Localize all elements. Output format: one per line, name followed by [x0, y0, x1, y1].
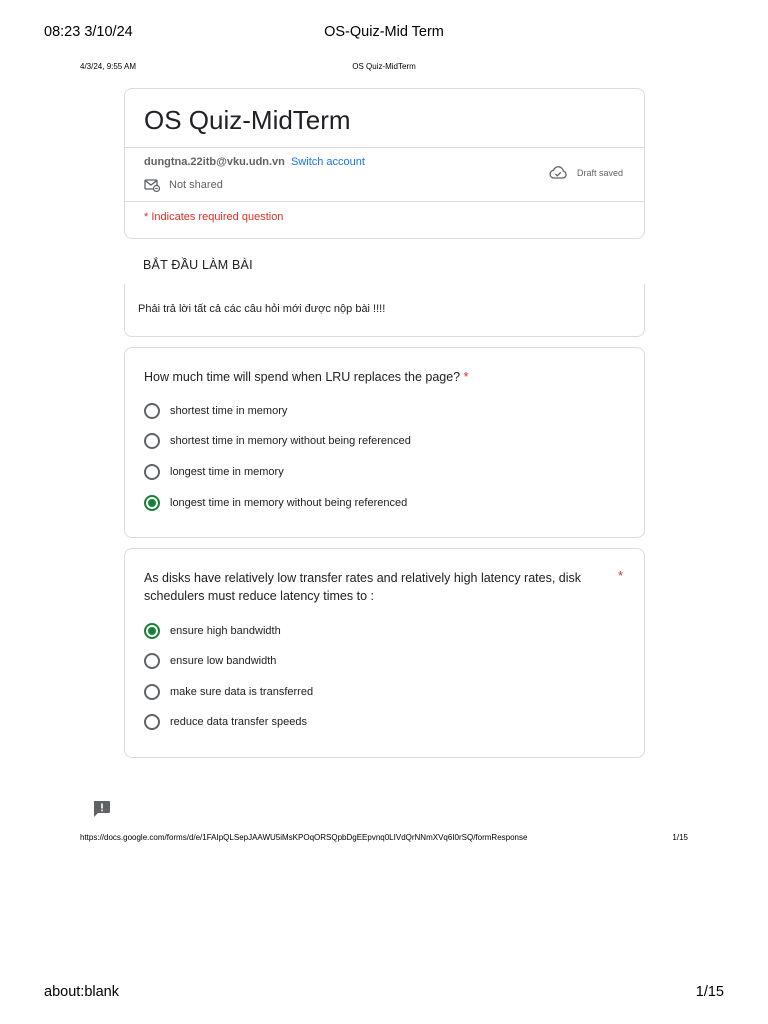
- sharing-status: [144, 178, 223, 192]
- divider: [125, 201, 644, 202]
- radio-option[interactable]: [144, 495, 407, 511]
- page-title: OS Quiz-MidTerm: [352, 62, 416, 71]
- form-title-card: [124, 88, 645, 239]
- radio-button[interactable]: [144, 714, 160, 730]
- radio-option[interactable]: [144, 714, 307, 730]
- option-label: ensure low bandwidth: [170, 655, 277, 667]
- switch-account-link[interactable]: Switch account: [290, 156, 365, 168]
- radio-button[interactable]: [144, 433, 160, 449]
- question-text: How much time will spend when LRU replaces the page?: [144, 370, 461, 384]
- question-text: As disks have relatively low transfer rates and relatively high latency rates, disk schedulers must reduce latency times to :: [144, 571, 581, 603]
- cloud-check-icon: [548, 166, 568, 180]
- question-card: [124, 347, 645, 538]
- radio-button[interactable]: [144, 653, 160, 669]
- mail-lock-icon: [144, 178, 160, 192]
- option-label: longest time in memory without being referenced: [170, 497, 408, 509]
- option-label: shortest time in memory without being referenced: [170, 435, 411, 447]
- radio-option[interactable]: [144, 464, 284, 480]
- radio-option[interactable]: [144, 684, 313, 700]
- account-line: [144, 156, 365, 168]
- option-label: shortest time in memory: [170, 405, 288, 417]
- required-note: * Indicates required question: [144, 211, 284, 223]
- print-datetime: 08:23 3/10/24: [44, 24, 133, 40]
- form-title: OS Quiz-MidTerm: [144, 105, 351, 135]
- page-header: [80, 62, 688, 74]
- radio-option[interactable]: [144, 653, 276, 669]
- draft-status-label: Draft saved: [576, 168, 623, 178]
- print-footer: [44, 984, 724, 1004]
- draft-status: [548, 166, 623, 180]
- section-description: Phải trả lời tất cả các câu hỏi mới được nộp bài !!!!: [138, 303, 386, 315]
- section-header: BẮT ĐẦU LÀM BÀI: [143, 258, 253, 272]
- divider: [125, 147, 644, 148]
- option-label: reduce data transfer speeds: [170, 716, 307, 728]
- page-url: https://docs.google.com/forms/d/e/1FAIpQLSepJAAWU5iMsKPOqORSQpbDgEEpvnq0LIVdQrNNmXVq6I0rSQ/formResponse: [80, 833, 528, 842]
- print-header: [44, 24, 724, 44]
- radio-button-selected[interactable]: [144, 495, 160, 511]
- page-number: 1/15: [672, 833, 688, 842]
- radio-button[interactable]: [144, 403, 160, 419]
- print-title: OS-Quiz-Mid Term: [324, 24, 444, 40]
- required-star: *: [463, 370, 469, 384]
- print-page-number: 1/15: [695, 984, 724, 1000]
- radio-button[interactable]: [144, 464, 160, 480]
- required-star: *: [618, 569, 623, 583]
- option-label: ensure high bandwidth: [170, 625, 281, 637]
- page-footer: [80, 833, 688, 845]
- radio-button[interactable]: [144, 684, 160, 700]
- print-url: about:blank: [44, 984, 119, 1000]
- radio-button-selected[interactable]: [144, 623, 160, 639]
- feedback-icon[interactable]: [92, 800, 112, 823]
- radio-option[interactable]: [144, 433, 411, 449]
- question-card: [124, 548, 645, 758]
- section-description-card: [124, 284, 645, 337]
- page-datetime: 4/3/24, 9:55 AM: [80, 62, 137, 71]
- radio-option[interactable]: [144, 403, 287, 419]
- not-shared-label: Not shared: [169, 179, 223, 191]
- option-label: longest time in memory: [170, 466, 284, 478]
- account-email: dungtna.22itb@vku.udn.vn: [144, 156, 285, 168]
- option-label: make sure data is transferred: [170, 686, 314, 698]
- radio-option[interactable]: [144, 623, 281, 639]
- question-title: [144, 368, 469, 386]
